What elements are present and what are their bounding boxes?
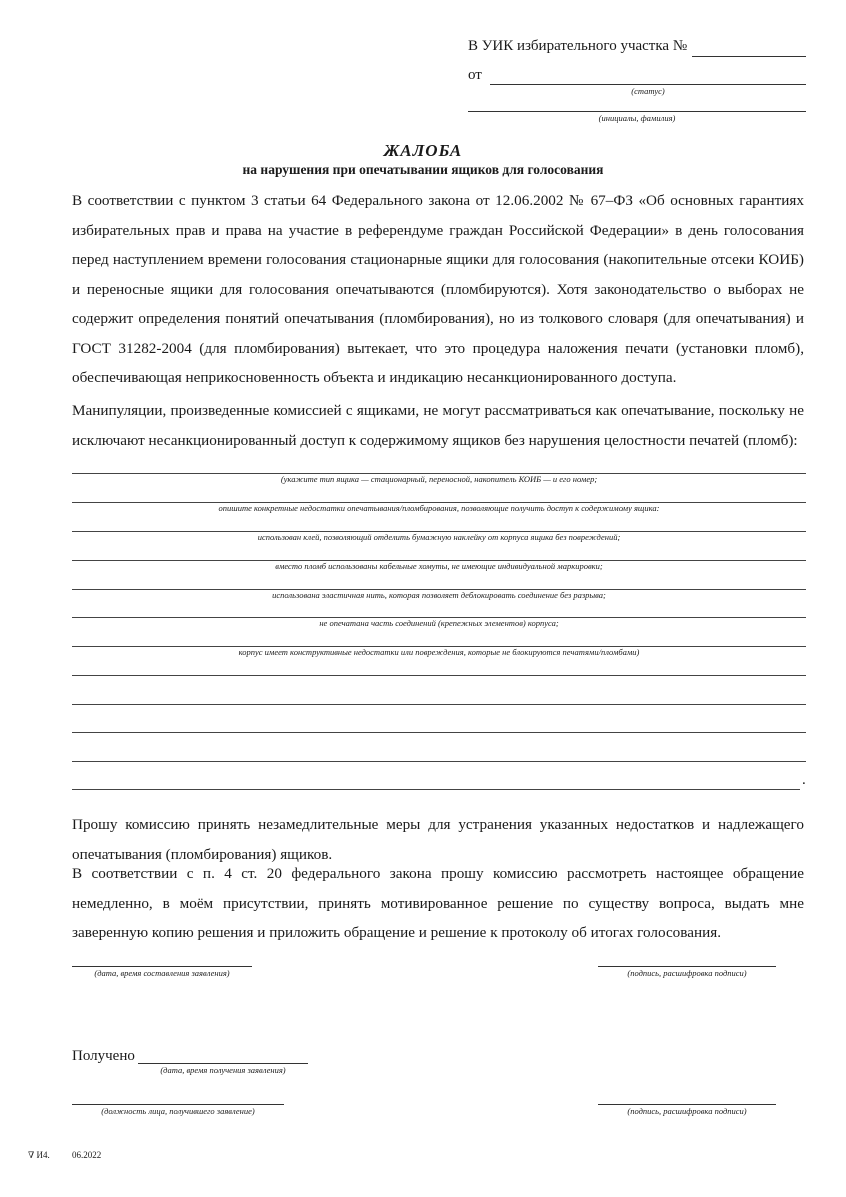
composition-date-hint: (дата, время составления заявления) (94, 968, 230, 978)
status-field[interactable] (490, 84, 806, 85)
document-subtitle: на нарушения при опечатывании ящиков для голосования (242, 162, 604, 177)
paragraph-4-text: В соответствии с п. 4 ст. 20 федерального закона прошу комиссию рассмотреть настоящее обращение немедленно, в моём присутствии, принять мотивированное решение по существу вопроса, выдать мне заверенную копию решения и приложить обращение и решение к протоколу об итогах голосования. (72, 865, 804, 941)
received-date-hint: (дата, время получения заявления) (160, 1065, 286, 1075)
complaint-line-12[interactable] (72, 788, 800, 790)
applicant-signature-hint: (подпись, расшифровка подписи) (627, 968, 747, 978)
field-hint-2: опишите конкретные недостатки опечатывания/пломбирования, позволяющие получить доступ к содержимому ящика: (218, 503, 660, 513)
field-hint-5: использована эластичная нить, которая позволяет деблокировать соединение без разрыва; (272, 590, 606, 600)
from-label: от (468, 67, 482, 83)
status-hint: (статус) (631, 86, 665, 96)
receiver-signature-field[interactable] (598, 1104, 776, 1105)
recipient-label: В УИК избирательного участка № (468, 38, 688, 54)
procedure-paragraph (72, 859, 804, 948)
received-date-field[interactable] (138, 1063, 308, 1064)
complaint-line-9[interactable] (72, 703, 806, 705)
complaint-line-11[interactable] (72, 760, 806, 762)
field-hint-4: вместо пломб использованы кабельные хомуты, не имеющие индивидуальной маркировки; (275, 561, 603, 571)
complaint-line-10[interactable] (72, 731, 806, 733)
precinct-number-field[interactable] (692, 56, 806, 57)
form-date: 06.2022 (72, 1150, 102, 1160)
receiver-signature-hint: (подпись, расшифровка подписи) (627, 1106, 747, 1116)
name-field[interactable] (468, 111, 806, 112)
field-hint-6: не опечатана часть соединений (крепежных элементов) корпуса; (319, 618, 559, 628)
paragraph-2-text: Манипуляции, произведенные комиссией с ящиками, не могут рассматриваться как опечатывание, поскольку не исключают несанкционированный доступ к содержимому ящиков без нарушения целостности печатей (пломб): (72, 402, 804, 449)
name-hint: (инициалы, фамилия) (598, 113, 676, 123)
field-hint-7: корпус имеет конструктивные недостатки или повреждения, которые не блокируются печатями/пломбами) (238, 647, 640, 657)
paragraph-1-text: В соответствии с пунктом 3 статьи 64 Федерального закона от 12.06.2002 № 67–ФЗ «Об основных гарантиях избирательных прав и права на участие в референдуме граждан Российской Федерации» в день голосования перед наступлением времени голосования стационарные ящики для голосования (накопительные отсеки КОИБ) и переносные ящики для голосования опечатываются (пломбируются). Хотя законодательство о выборах не содержит определения понятий опечатывания (пломбирования), но из толкового словаря (для опечатывания) и ГОСТ 31282-2004 (для пломбирования) вытекает, что это процедура наложения печати (установки пломб), обеспечивающая неприкосновенность объекта и индикацию несанкционированного доступа. (72, 192, 804, 386)
composition-date-field[interactable] (72, 966, 252, 967)
field-hint-1: (укажите тип ящика — стационарный, переносной, накопитель КОИБ — и его номер; (280, 474, 598, 484)
complaint-line-8[interactable] (72, 674, 806, 676)
form-code: ∇ И4. (28, 1150, 50, 1160)
paragraph-3-text: Прошу комиссию принять незамедлительные меры для устранения указанных недостатков и надлежащего опечатывания (пломбирования) ящиков. (72, 816, 804, 863)
applicant-signature-field[interactable] (598, 966, 776, 967)
receiver-position-field[interactable] (72, 1104, 284, 1105)
field-hint-3: использован клей, позволяющий отделить бумажную наклейку от корпуса ящика без повреждений; (257, 532, 621, 542)
document-title: ЖАЛОБА (383, 141, 463, 160)
end-period: . (802, 772, 806, 788)
legal-basis-paragraph (72, 186, 804, 393)
manipulations-paragraph (72, 396, 804, 455)
received-label: Получено (72, 1048, 135, 1064)
receiver-position-hint: (должность лица, получившего заявление) (101, 1106, 255, 1116)
